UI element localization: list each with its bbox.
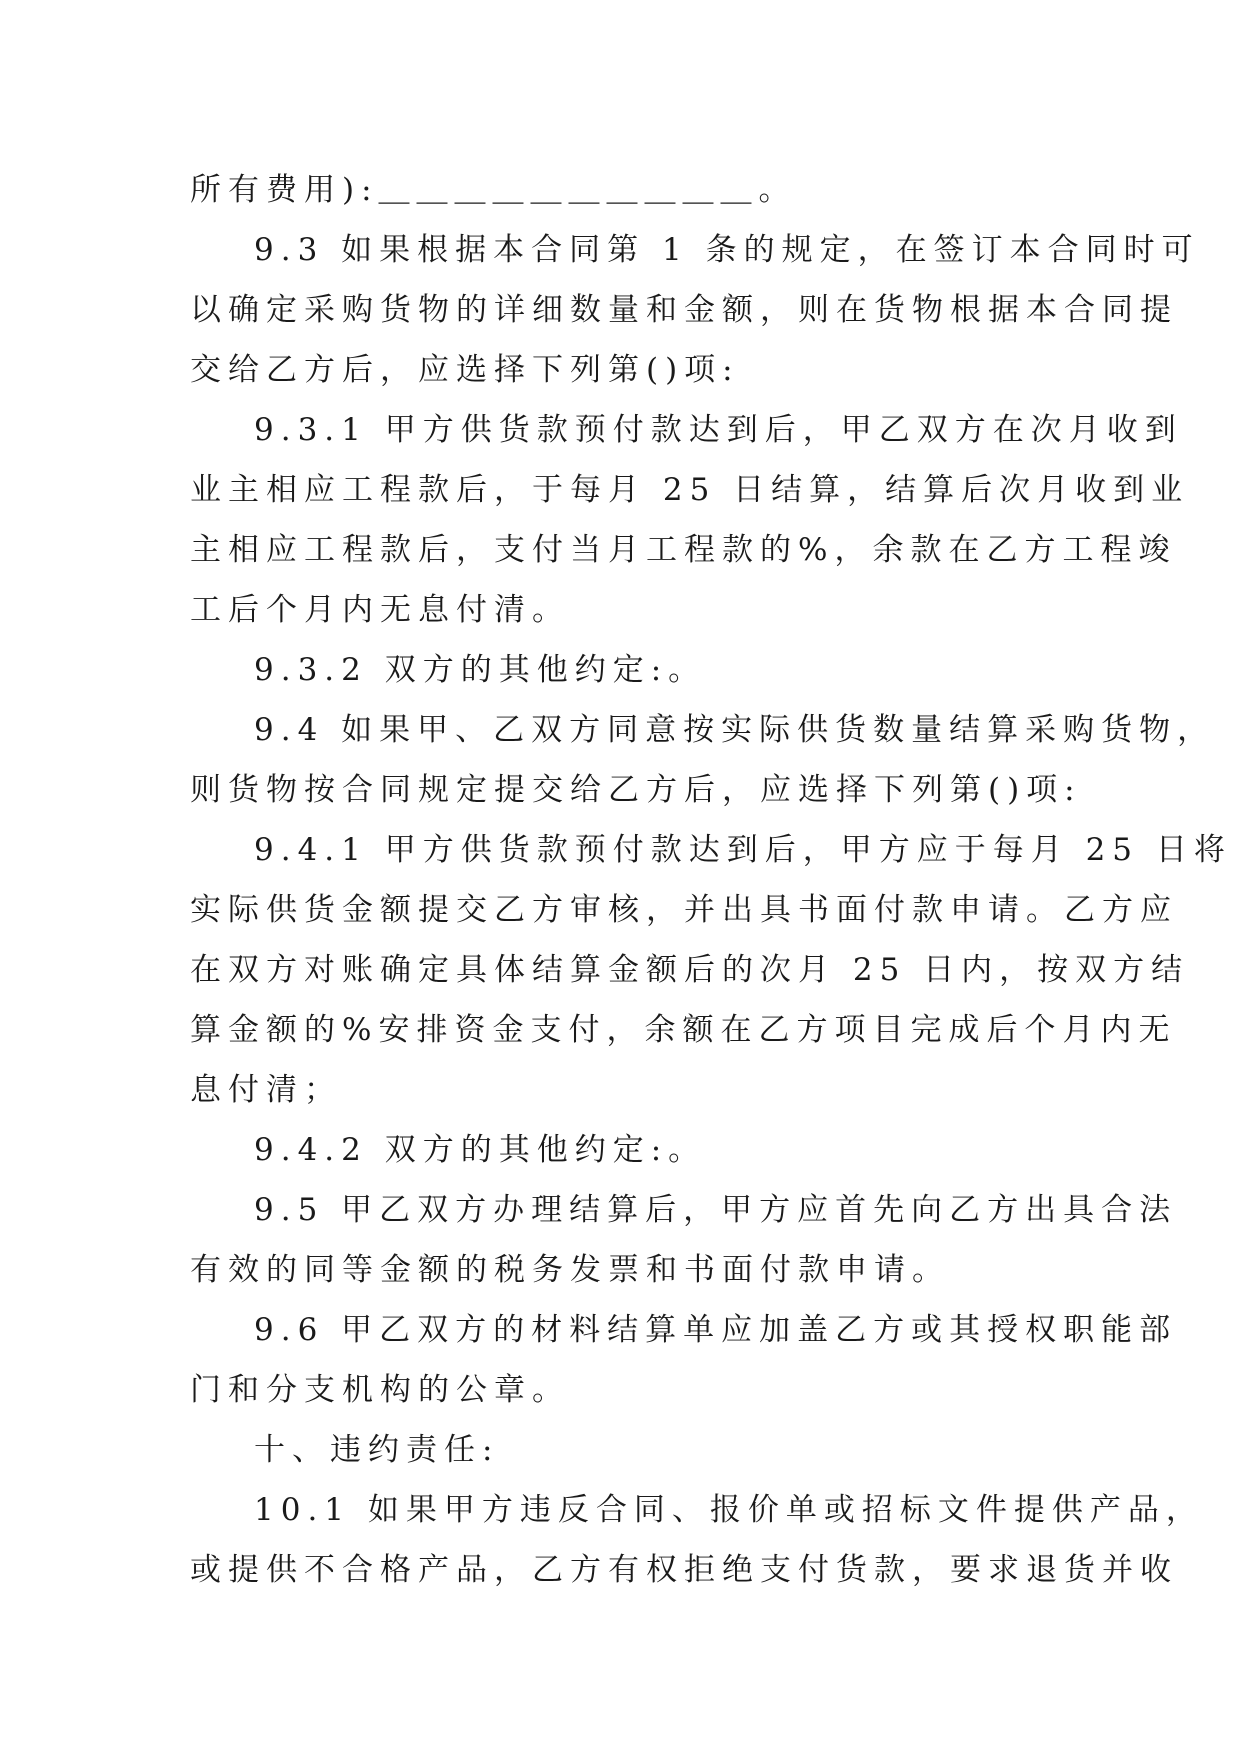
text-line-13: 实际供货金额提交乙方审核，并出具书面付款申请。乙方应 [190,892,1178,928]
text-line-20: 9.6 甲乙双方的材料结算单应加盖乙方或其授权职能部 [254,1312,1178,1348]
text-line-08: 工后个月内无息付清。 [190,592,570,628]
text-line-19: 有效的同等金额的税务发票和书面付款申请。 [190,1252,950,1288]
text-line-10: 9.4 如果甲、乙双方同意按实际供货数量结算采购货物， [254,712,1216,748]
text-line-05: 9.3.1 甲方供货款预付款达到后，甲乙双方在次月收到 [254,412,1183,448]
text-line-01: 所有费用):＿＿＿＿＿＿＿＿＿＿。 [190,172,797,208]
text-line-17: 9.4.2 双方的其他约定:。 [254,1132,707,1168]
text-line-16: 息付清； [190,1072,342,1108]
text-line-02: 9.3 如果根据本合同第 1 条的规定，在签订本合同时可 [254,232,1200,268]
document-body [190,160,1232,1600]
text-line-04: 交给乙方后，应选择下列第()项: [190,352,740,388]
section-heading: 十、违约责任: [254,1432,500,1468]
text-line-07: 主相应工程款后，支付当月工程款的%，余款在乙方工程竣 [190,532,1177,568]
text-line-09: 9.3.2 双方的其他约定:。 [254,652,707,688]
text-line-03: 以确定采购货物的详细数量和金额，则在货物根据本合同提 [190,292,1178,328]
text-line-12: 9.4.1 甲方供货款预付款达到后，甲方应于每月 25 日将 [254,832,1232,868]
text-line-23: 10.1 如果甲方违反合同、报价单或招标文件提供产品， [254,1492,1204,1528]
text-line-11: 则货物按合同规定提交给乙方后，应选择下列第()项: [190,772,1082,808]
text-line-14: 在双方对账确定具体结算金额后的次月 25 日内，按双方结 [190,952,1190,988]
text-line-15: 算金额的%安排资金支付，余额在乙方项目完成后个月内无 [190,1012,1177,1048]
text-line-21: 门和分支机构的公章。 [190,1372,570,1408]
text-line-24: 或提供不合格产品，乙方有权拒绝支付货款，要求退货并收 [190,1552,1178,1588]
text-line-06: 业主相应工程款后，于每月 25 日结算，结算后次月收到业 [190,472,1190,508]
text-line-18: 9.5 甲乙双方办理结算后，甲方应首先向乙方出具合法 [254,1192,1178,1228]
